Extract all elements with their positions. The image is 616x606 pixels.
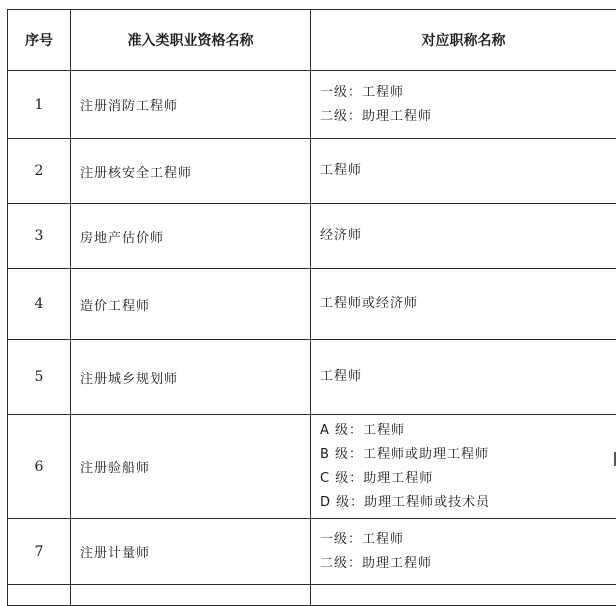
title-cell [311, 415, 616, 519]
row-number: 3 [8, 204, 71, 269]
table-row [8, 415, 616, 519]
qualification-name-empty [71, 585, 311, 606]
title-cell [311, 204, 616, 269]
qualification-name: 注册城乡规划师 [71, 340, 311, 415]
row-number-empty [8, 585, 71, 606]
header-no: 序号 [8, 10, 71, 71]
row-number: 2 [8, 139, 71, 204]
table-header-row [8, 10, 616, 71]
header-title-name: 对应职称名称 [311, 10, 616, 71]
table-row-partial [8, 585, 616, 606]
header-qualification-name: 准入类职业资格名称 [71, 10, 311, 71]
title-line: D 级：助理工程师或技术员 [320, 491, 616, 515]
title-cell [311, 269, 616, 340]
title-line: C 级：助理工程师 [320, 467, 616, 491]
qualification-name: 注册验船师 [71, 415, 311, 519]
row-number: 5 [8, 340, 71, 415]
qualification-name: 造价工程师 [71, 269, 311, 340]
title-cell [311, 519, 616, 585]
title-line: 经济师 [320, 224, 616, 248]
qualification-name: 注册计量师 [71, 519, 311, 585]
title-line: 一级：工程师 [320, 81, 616, 105]
title-line: 工程师 [320, 159, 616, 183]
title-line: A 级：工程师 [320, 419, 616, 443]
title-line: 工程师或经济师 [320, 292, 616, 316]
row-number: 6 [8, 415, 71, 519]
title-cell [311, 71, 616, 139]
title-line: 工程师 [320, 365, 616, 389]
table-row [8, 519, 616, 585]
title-line: 二级：助理工程师 [320, 552, 616, 576]
table-row [8, 269, 616, 340]
title-line: B 级：工程师或助理工程师 [320, 443, 616, 467]
table-row [8, 71, 616, 139]
title-line: 一级：工程师 [320, 528, 616, 552]
qualification-name: 房地产估价师 [71, 204, 311, 269]
table-row [8, 204, 616, 269]
row-number: 4 [8, 269, 71, 340]
table-row [8, 340, 616, 415]
qualification-table [7, 9, 616, 606]
row-number: 1 [8, 71, 71, 139]
table-row [8, 139, 616, 204]
title-cell [311, 340, 616, 415]
title-cell [311, 139, 616, 204]
row-number: 7 [8, 519, 71, 585]
title-line: 二级：助理工程师 [320, 105, 616, 129]
qualification-name: 注册核安全工程师 [71, 139, 311, 204]
title-cell-empty [311, 585, 616, 606]
qualification-name: 注册消防工程师 [71, 71, 311, 139]
